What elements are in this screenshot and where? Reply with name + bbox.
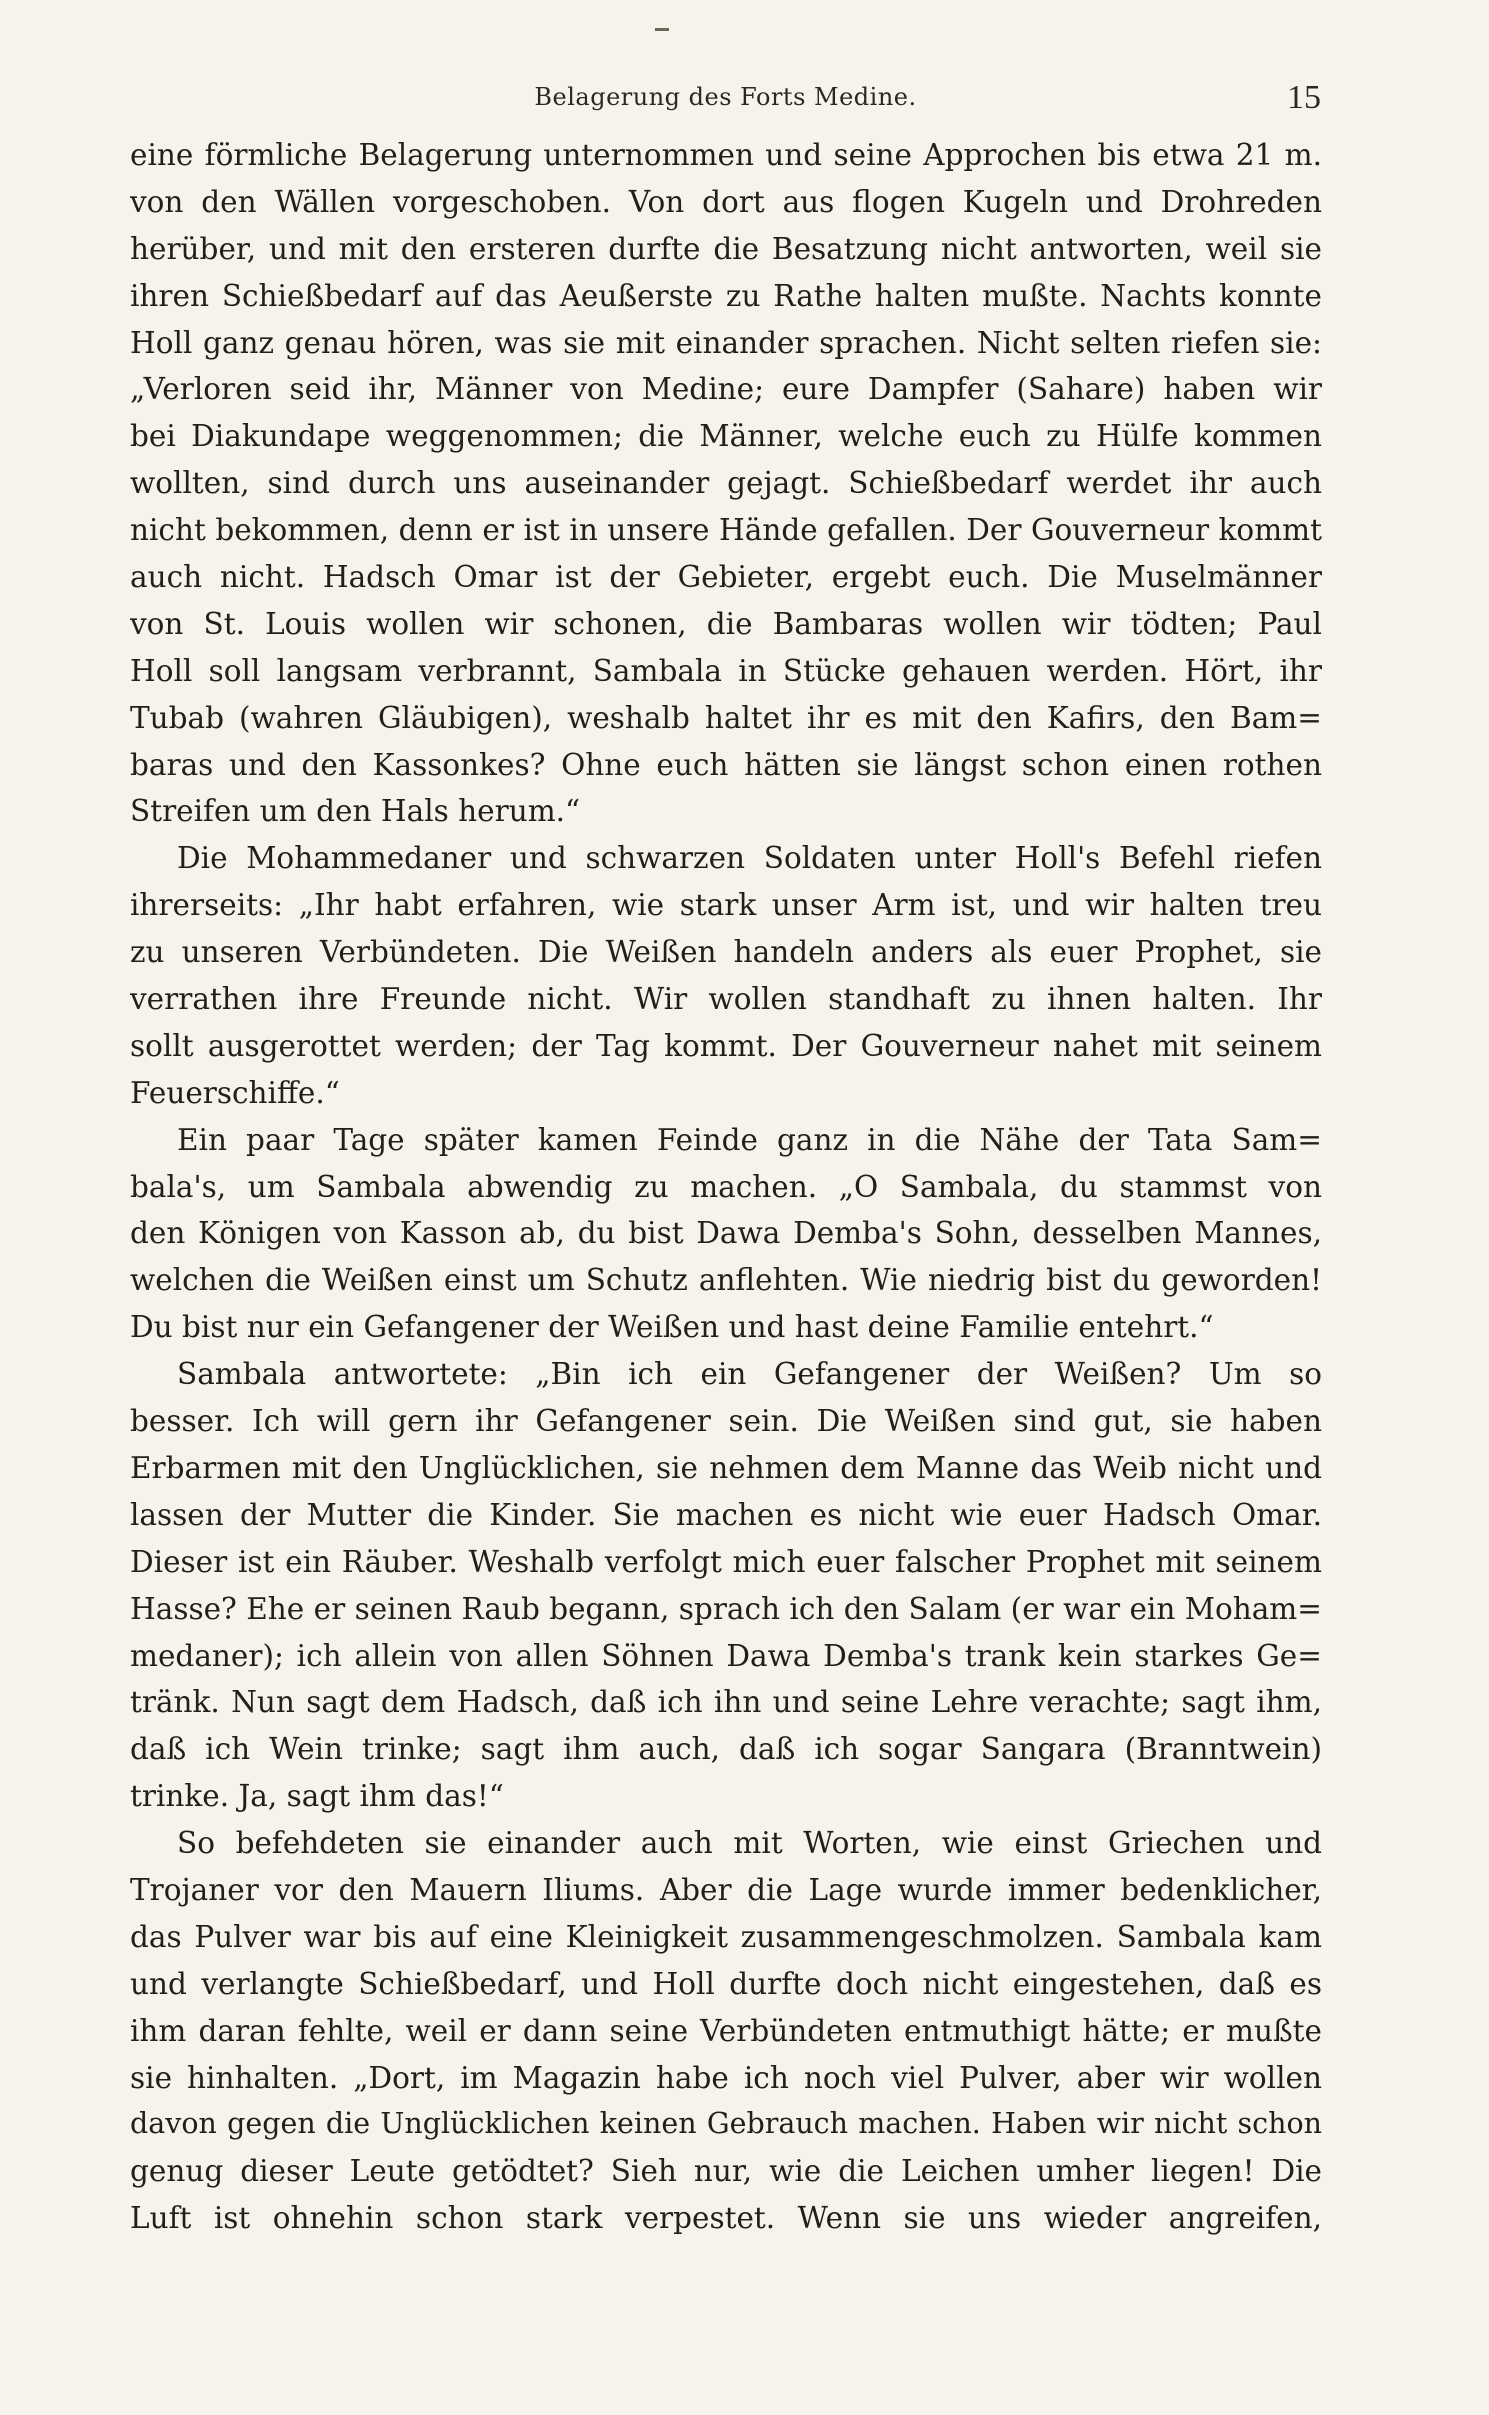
text-line: ihren Schießbedarf auf das Aeußerste zu Rathe halten mußte. Nachts konnte [130,278,1322,313]
text-line: ihm daran fehlte, weil er dann seine Verbündeten entmuthigt hätte; er mußte [130,2013,1322,2048]
text-line: nicht bekommen, denn er ist in unsere Hände gefallen. Der Gouverneur kommt [130,513,1322,548]
text-line: daß ich Wein trinke; sagt ihm auch, daß ich sogar Sangara (Branntwein) [130,1732,1322,1767]
top-margin-mark [655,28,669,31]
text-line: auch nicht. Hadsch Omar ist der Gebieter, ergebt euch. Die Muselmänner [130,560,1322,595]
text-line: eine förmliche Belagerung unternommen und seine Approchen bis etwa 21 m. [130,138,1322,172]
text-line: Holl soll langsam verbrannt, Sambala in Stücke gehauen werden. Hört, ihr [130,653,1322,688]
text-line: herüber, und mit den ersteren durfte die Besatzung nicht antworten, weil sie [130,231,1322,266]
text-line: Erbarmen mit den Unglücklichen, sie nehmen dem Manne das Weib nicht und [130,1450,1322,1485]
text-line: „Verloren seid ihr, Männer von Medine; eure Dampfer (Sahare) haben wir [130,372,1322,407]
text-line: zu unseren Verbündeten. Die Weißen handeln anders als euer Prophet, sie [130,935,1322,970]
text-line: Ein paar Tage später kamen Feinde ganz in die Nähe der Tata Sam= [177,1122,1322,1157]
text-line: bei Diakundape weggenommen; die Männer, welche euch zu Hülfe kommen [130,419,1322,454]
text-line: baras und den Kassonkes? Ohne euch hätten sie längst schon einen rothen [130,747,1322,782]
text-line: den Königen von Kasson ab, du bist Dawa Demba's Sohn, desselben Mannes, [130,1216,1322,1251]
text-line: und verlangte Schießbedarf, und Holl durfte doch nicht eingestehen, daß es [130,1966,1322,2001]
text-line: Tubab (wahren Gläubigen), weshalb haltet ihr es mit den Kafirs, den Bam= [130,700,1322,735]
text-line: besser. Ich will gern ihr Gefangener sein. Die Weißen sind gut, sie haben [130,1404,1322,1439]
text-line: von den Wällen vorgeschoben. Von dort aus flogen Kugeln und Drohreden [130,184,1322,219]
text-line: Sambala antwortete: „Bin ich ein Gefangener der Weißen? Um so [177,1357,1322,1392]
text-line: Trojaner vor den Mauern Iliums. Aber die Lage wurde immer bedenklicher, [130,1872,1322,1907]
text-line: So befehdeten sie einander auch mit Worten, wie einst Griechen und [177,1826,1322,1861]
text-line: sollt ausgerottet werden; der Tag kommt. Der Gouverneur nahet mit seinem [130,1028,1322,1063]
page-number: 15 [1287,79,1321,116]
text-line: tränk. Nun sagt dem Hadsch, daß ich ihn und seine Lehre verachte; sagt ihm, [130,1685,1322,1720]
text-line: Dieser ist ein Räuber. Weshalb verfolgt mich euer falscher Prophet mit seinem [130,1544,1322,1579]
text-line: Feuerschiffe.“ [130,1075,340,1110]
text-line: genug dieser Leute getödtet? Sieh nur, wie die Leichen umher liegen! Die [130,2154,1322,2189]
text-line: lassen der Mutter die Kinder. Sie machen es nicht wie euer Hadsch Omar. [130,1497,1322,1532]
text-line: medaner); ich allein von allen Söhnen Dawa Demba's trank kein starkes Ge= [130,1638,1322,1673]
text-line: Luft ist ohnehin schon stark verpestet. Wenn sie uns wieder angreifen, [130,2201,1322,2236]
text-line: welchen die Weißen einst um Schutz anflehten. Wie niedrig bist du geworden! [130,1263,1322,1298]
text-line: ihrerseits: „Ihr habt erfahren, wie stark unser Arm ist, und wir halten treu [130,888,1322,923]
text-line: von St. Louis wollen wir schonen, die Bambaras wollen wir tödten; Paul [130,606,1322,641]
text-line: trinke. Ja, sagt ihm das!“ [130,1779,504,1814]
text-line: wollten, sind durch uns auseinander gejagt. Schießbedarf werdet ihr auch [130,466,1322,501]
text-line: Du bist nur ein Gefangener der Weißen und hast deine Familie entehrt.“ [130,1310,1214,1345]
text-line: sie hinhalten. „Dort, im Magazin habe ich noch viel Pulver, aber wir wollen [130,2060,1322,2095]
text-line: Streifen um den Hals herum.“ [130,794,581,829]
text-line: davon gegen die Unglücklichen keinen Gebrauch machen. Haben wir nicht schon [130,2107,1322,2141]
text-line: bala's, um Sambala abwendig zu machen. „O Sambala, du stammst von [130,1169,1322,1204]
running-head [130,75,1321,121]
text-line: Hasse? Ehe er seinen Raub begann, sprach ich den Salam (er war ein Moham= [130,1591,1322,1626]
text-line: Holl ganz genau hören, was sie mit einander sprachen. Nicht selten riefen sie: [130,325,1322,360]
running-title: Belagerung des Forts Medine. [534,83,917,111]
body-text [130,132,1322,2242]
text-line: das Pulver war bis auf eine Kleinigkeit zusammengeschmolzen. Sambala kam [130,1919,1322,1954]
text-line: verrathen ihre Freunde nicht. Wir wollen standhaft zu ihnen halten. Ihr [130,982,1322,1017]
text-line: Die Mohammedaner und schwarzen Soldaten unter Holl's Befehl riefen [177,841,1322,876]
